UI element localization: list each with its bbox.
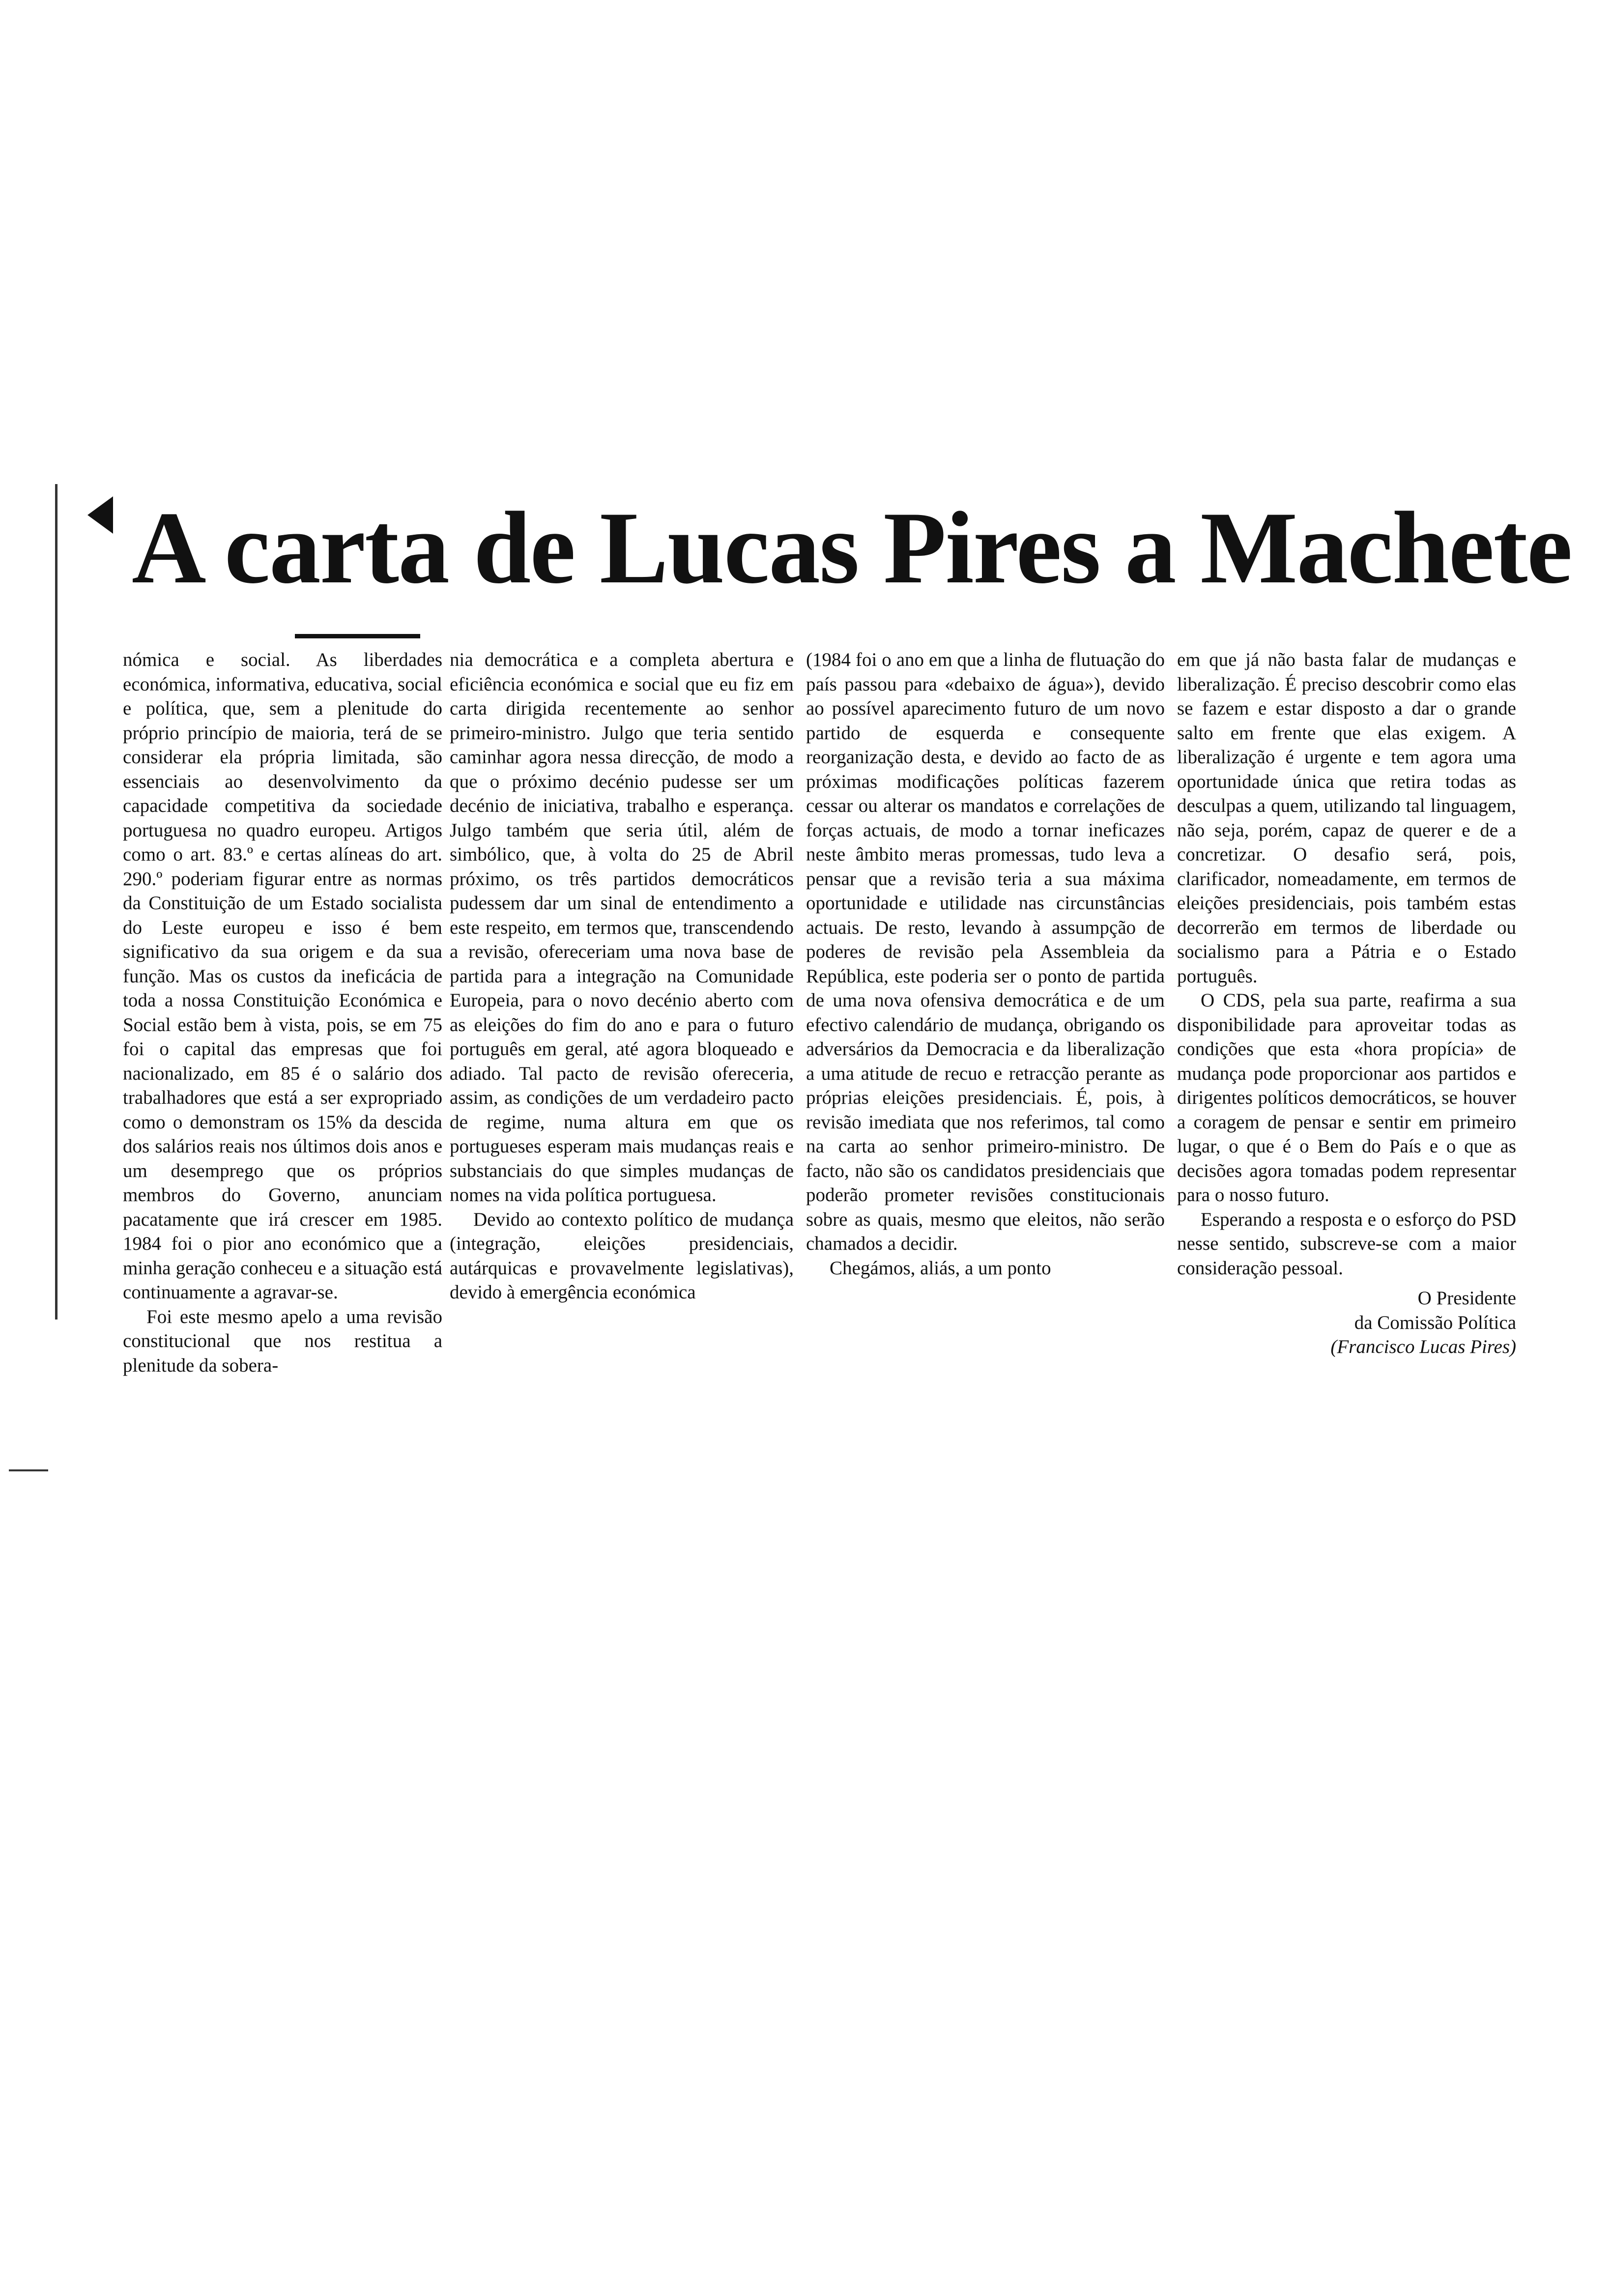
article-column-1 xyxy=(123,648,442,1378)
article-column-4 xyxy=(1177,648,1516,1359)
signature-block xyxy=(1177,1286,1516,1359)
article-paragraph: nómica e social. As liberdades económica, informativa, educativa, social e política, que, sem a plenitude do próprio princípio de maioria, terá de se considerar ela própria limitada, são essenciais ao desenvolvimento da capacidade competitiva da sociedade portuguesa no quadro europeu. Artigos como o art. 83.º e certas alíneas do art. 290.º poderiam figurar entre as normas da Constituição de um Estado socialista do Leste europeu e isso é bem significativo da sua origem e da sua função. Mas os custos da ineficácia de toda a nossa Constituição Económica e Social estão bem à vista, pois, se em 75 foi o capital das empresas que foi nacionalizado, em 85 é o salário dos trabalhadores que está a ser expropriado como o demonstram os 15% da descida dos salários reais nos últimos dois anos e um desemprego que os próprios membros do Governo, anunciam pacatamente que irá crescer em 1985. 1984 foi o pior ano económico que a minha geração conheceu e a situação está continuamente a agravar-se. xyxy=(123,649,442,1303)
signature-role: O Presidente xyxy=(1417,1288,1516,1309)
article-column-3 xyxy=(806,648,1165,1280)
article-headline: A carta de Lucas Pires a Machete xyxy=(132,491,1572,605)
article-paragraph: Devido ao contexto político de mudança (integração, eleições presidenciais, autárquicas e provavelmente legislativas), devido à emergência económica xyxy=(450,1208,794,1303)
article-paragraph: Chegámos, aliás, a um ponto xyxy=(830,1257,1051,1279)
article-paragraph: Esperando a resposta e o esforço do PSD nesse sentido, subscreve-se com a maior consideração pessoal. xyxy=(1177,1208,1516,1279)
signature-name: (Francisco Lucas Pires) xyxy=(1330,1336,1516,1357)
article-paragraph: (1984 foi o ano em que a linha de flutuação do país passou para «debaixo de água»), devido ao possível aparecimento futuro de um novo partido de esquerda e consequente reorganização desta, e devido ao facto de as próximas modificações políticas fazerem cessar ou alterar os mandatos e correlações de forças actuais, de modo a tornar ineficazes neste âmbito meras promessas, tudo leva a pensar que a revisão teria a sua máxima oportunidade e utilidade nas circunstâncias actuais. De resto, levando à assumpção de poderes de revisão pela Assembleia da República, este poderia ser o ponto de partida de uma nova ofensiva democrática e de um efectivo calendário de mudança, obrigando os adversários da Democracia e da liberalização a uma atitude de recuo e retracção perante as próprias eleições presidenciais. É, pois, à revisão imediata que nos referimos, tal como na carta ao senhor primeiro-ministro. De facto, não são os candidatos presidenciais que poderão prometer revisões constitucionais sobre as quais, mesmo que eleitos, não serão chamados a decidir. xyxy=(806,649,1165,1254)
signature-body: da Comissão Política xyxy=(1354,1312,1516,1333)
arrow-marker-icon xyxy=(87,496,113,534)
headline-rule xyxy=(295,634,420,638)
article-column-2 xyxy=(450,648,794,1305)
scan-margin-tick xyxy=(9,1469,48,1471)
article-paragraph: nia democrática e a completa abertura e eficiência económica e social que eu fiz em carta dirigida recentemente ao senhor primeiro-ministro. Julgo que teria sentido caminhar agora nessa direcção, de modo a que o próximo decénio pudesse ser um decénio de iniciativa, trabalho e esperança. Julgo também que seria útil, além de simbólico, que, à volta do 25 de Abril próximo, os três partidos democráticos pudessem dar um sinal de entendimento a este respeito, em termos que, transcendendo a revisão, ofereceriam uma nova base de partida para a integração na Comunidade Europeia, para o novo decénio aberto com as eleições do fim do ano e para o futuro português em geral, até agora bloqueado e adiado. Tal pacto de revisão ofereceria, assim, as condições de um verdadeiro pacto de regime, numa altura em que os portugueses esperam mais mudanças reais e substanciais do que simples mudanças de nomes na vida política portuguesa. xyxy=(450,649,794,1205)
scan-margin-line xyxy=(55,484,58,1320)
article-paragraph: Foi este mesmo apelo a uma revisão constitucional que nos restitua a plenitude da sobera- xyxy=(123,1306,442,1376)
article-paragraph: O CDS, pela sua parte, reafirma a sua disponibilidade para aproveitar todas as condições que esta «hora propícia» de mudança pode proporcionar aos partidos e dirigentes políticos democráticos, se houver a coragem de pensar e sentir em primeiro lugar, o que é o Bem do País e o que as decisões agora tomadas podem representar para o nosso futuro. xyxy=(1177,990,1516,1205)
article-paragraph: em que já não basta falar de mudanças e liberalização. É preciso descobrir como elas se fazem e estar disposto a dar o grande salto em frente que elas exigem. A liberalização é urgente e tem agora uma oportunidade única que retira todas as desculpas a quem, utilizando tal linguagem, não seja, porém, capaz de querer e de a concretizar. O desafio será, pois, clarificador, nomeadamente, em termos de eleições presidenciais, pois também estas decorrerão em termos de liberdade ou socialismo para a Pátria e o Estado português. xyxy=(1177,649,1516,987)
